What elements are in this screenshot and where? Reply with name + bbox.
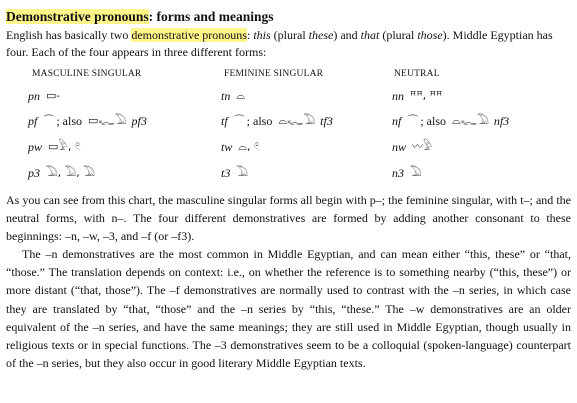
table-cell bbox=[221, 140, 273, 154]
table-cell bbox=[221, 89, 258, 103]
section-heading bbox=[6, 8, 571, 26]
intro-text: ) and bbox=[333, 28, 361, 42]
hieroglyph-group: ⌒ bbox=[407, 114, 419, 127]
transliteration: pw bbox=[28, 140, 43, 154]
table-cell bbox=[28, 114, 147, 128]
hieroglyph-group: ⌓𓆑𓅐 bbox=[452, 114, 489, 127]
intro-text: English has basically two bbox=[6, 28, 132, 42]
transliteration: pn bbox=[28, 89, 40, 103]
table-cell bbox=[392, 140, 445, 154]
transliteration: nw bbox=[392, 140, 407, 154]
intro-text: : bbox=[246, 28, 254, 42]
table-cell bbox=[221, 114, 333, 128]
intro-highlight: demonstrative pronouns bbox=[131, 28, 247, 42]
hieroglyph-group: ⌒ bbox=[43, 114, 55, 127]
table-cell bbox=[221, 166, 261, 180]
transliteration: nn bbox=[392, 89, 404, 103]
table-cell bbox=[392, 89, 455, 103]
demonstrative-table bbox=[6, 69, 571, 189]
hieroglyph-group: ⌒ bbox=[233, 114, 245, 127]
also-text: ; also bbox=[420, 114, 447, 128]
transliteration: tw bbox=[221, 140, 233, 154]
hieroglyph-group: 𓅐 bbox=[410, 166, 422, 179]
column-header: MASCULINE SINGULAR bbox=[32, 69, 142, 79]
paragraph-1: As you can see from this chart, the masculine singular forms all begin with p–; the feminine singular, with t–; and the neutral forms, with n–. The four different demonstratives are formed by adding another consonant to these beginnings: –n, –w, –3, and –f (or –f3). bbox=[6, 193, 571, 244]
table-cell bbox=[392, 166, 435, 180]
hieroglyph-group: ⌓𓆑𓅐 bbox=[278, 114, 316, 127]
transliteration: tn bbox=[221, 89, 231, 103]
transliteration: tf bbox=[221, 114, 228, 128]
transliteration: nf3 bbox=[493, 114, 510, 128]
transliteration: nf bbox=[392, 114, 402, 128]
transliteration: p3 bbox=[28, 166, 40, 180]
heading-rest: : forms and meanings bbox=[148, 9, 274, 24]
column-header: NEUTRAL bbox=[394, 69, 440, 79]
table-cell bbox=[392, 114, 509, 128]
hieroglyph-group: 𓅐 bbox=[236, 166, 248, 179]
intro-text: (plural bbox=[270, 28, 309, 42]
intro-paragraph bbox=[6, 27, 571, 61]
intro-text: ). Middle Egyptian has four. Each of the four appears in three different forms: bbox=[6, 28, 553, 59]
hieroglyph-group: ▭𓅱, 𓏲 bbox=[48, 140, 81, 153]
transliteration: pf bbox=[28, 114, 38, 128]
table-cell bbox=[28, 166, 108, 180]
also-text: ; also bbox=[56, 114, 83, 128]
hieroglyph-group: ▭𓆑𓅐 bbox=[88, 114, 127, 127]
intro-word-that: that bbox=[360, 28, 380, 42]
transliteration: n3 bbox=[392, 166, 404, 180]
transliteration: t3 bbox=[221, 166, 231, 180]
hieroglyph-group: ꟸꟸ, ꟸꟸ bbox=[410, 89, 443, 102]
transliteration: tf3 bbox=[320, 114, 333, 128]
column-header: FEMININE SINGULAR bbox=[224, 69, 324, 79]
hieroglyph-group: ▭˗ bbox=[46, 89, 60, 102]
heading-highlight: Demonstrative pronouns bbox=[6, 9, 149, 24]
intro-text: (plural bbox=[379, 28, 418, 42]
table-cell bbox=[28, 89, 73, 103]
intro-word-those: those bbox=[417, 28, 443, 42]
hieroglyph-group: 〰𓅱 bbox=[412, 140, 433, 153]
hieroglyph-group: ⌓ bbox=[236, 89, 246, 102]
intro-word-this: this bbox=[253, 28, 271, 42]
hieroglyph-group: ⌓, 𓏲 bbox=[238, 140, 260, 153]
intro-word-these: these bbox=[308, 28, 334, 42]
paragraph-2: The –n demonstratives are the most common in Middle Egyptian, and can mean either “this, these” or “that, “those.” The translation depends on context: i.e., on whether the reference is to something nearby (“this, these”) or more distant (“that, those”). The –f demonstratives are normally used to contrast with the –n series, in which case they are translated by “that, “those” and the –n series by “this, “these.” The –w demonstratives are an older equivalent of the –n series, and have the same meanings; they are still used in Middle Egyptian, though usually in religious texts or in special functions. The –3 demonstratives seem to be a colloquial (spoken-language) counterpart of the –n series, but they also occur in good literary Middle Egyptian texts. bbox=[6, 247, 571, 370]
also-text: ; also bbox=[246, 114, 273, 128]
transliteration: pf3 bbox=[131, 114, 147, 128]
table-cell bbox=[28, 140, 94, 154]
hieroglyph-group: 𓅐, 𓅐, 𓅐 bbox=[46, 166, 95, 179]
